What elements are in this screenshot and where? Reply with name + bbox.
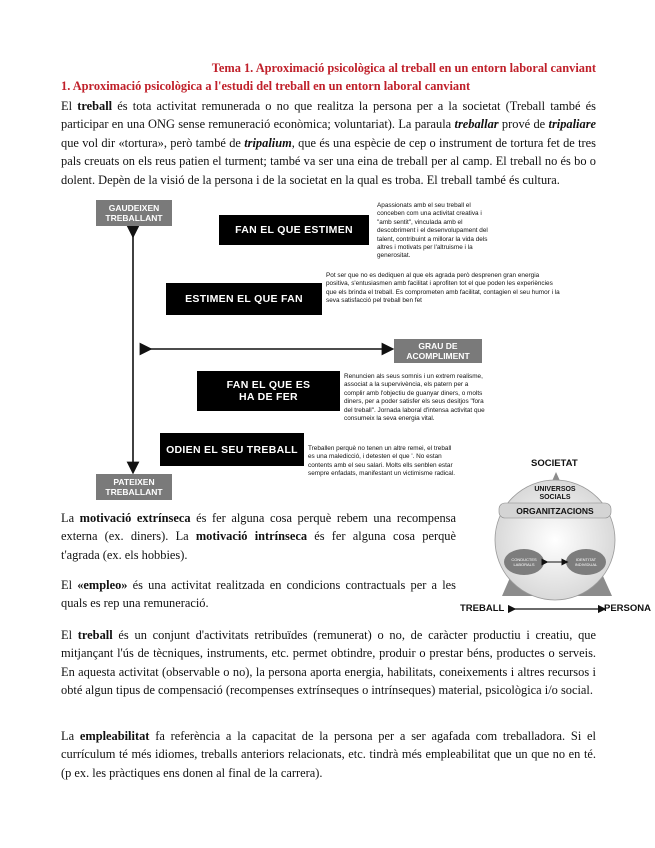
label-degree-of-fulfilment: GRAU DE ACOMPLIMENT (394, 339, 482, 363)
label-work-behaviours: CONDUCTES LABORALS (511, 557, 537, 567)
box-do-what-they-must: FAN EL QUE ES HA DE FER (197, 371, 340, 411)
label-society: SOCIETAT (531, 458, 578, 469)
desc-do-what-they-must: Renuncien als seus somnis i un extrem realisme, associat a la supervivència, els patern per a complir amb l'objectiu de guanyar diners, o molts diners, per a poder satisfer els seus desitjos "fora del treball". Jornada laboral d'intensa activitat que consumeix la seva energia vital. (344, 373, 485, 423)
employment-paragraph: El «empleo» és una activitat realitzada en condicions contractuals per a les quals es rep una remuneració. (61, 578, 456, 611)
section-title: 1. Aproximació psicològica a l'estudi del treball en un entorn laboral canviant (61, 79, 471, 93)
employability-paragraph: La empleabilitat fa referència a la capacitat de la persona per a ser agafada com treballadora. Si el currículum té més idiomes, treballs anteriors relacionats, etc. tindrà més empleabilitat que un que no en té. (p ex. les pràctiques ens donen al final de la carrera). (61, 729, 596, 780)
desc-do-what-they-love: Apassionats amb el seu treball el conceben com una activitat creativa i "amb sentit", vinculada amb el descobriment i el desenvolupament del talent, contribuint a millorar la vida dels altres i motivats per l'altruisme i la generositat. (377, 202, 488, 260)
desc-hate-their-work: Treballen perquè no tenen un altre remei, el treball es una maledicció, i detesten el que '. No estan contents amb el seu salari. Molts ells senblen estar sempre enfadats, manifestant un victimisme radical. (308, 445, 456, 478)
chapter-title: Tema 1. Aproximació psicològica al treball en un entorn laboral canviant (211, 61, 596, 75)
label-enjoy-working: GAUDEIXEN TREBALLANT (96, 200, 172, 226)
intro-paragraph: El treball és tota activitat remunerada o no que realitza la persona per a la societat (Treball també és participar en una ONG sense remuneració econòmica; voluntariat). La paraula treballar prové de tripaliare que vol dir «tortura», però també de tripalium, que és una espècie de cep o instrument de tortura fet de tres pals creuats on els reus patien el turment; també va ser una eina de treball per al camp. El treball no és bo o dolent. Depèn de la visió de la persona i de la societat en la qual es troba. El treball també és cultura. (61, 99, 597, 187)
box-hate-their-work: ODIEN EL SEU TREBALL (160, 433, 304, 466)
label-individual-identity: IDENTITAT INDIVIDUAL (574, 557, 598, 567)
desc-love-what-they-do: Pot ser que no es dediquen al que els agrada però desprenen gran energia positiva, s'entusiasmen amb facilitat i aprofiten tot el que poden les experiències que els brinda el treball. Es comprometen amb facilitat, contagien el seu humor i la seva satisfacció pel treball ben fet (326, 272, 560, 305)
label-organizations: ORGANITZACIONS (516, 506, 594, 516)
label-social-universes: UNIVERSOS SOCIALS (534, 486, 576, 501)
box-love-what-they-do: ESTIMEN EL QUE FAN (166, 283, 322, 315)
box-do-what-they-love: FAN EL QUE ESTIMEN (219, 215, 369, 245)
work-definition-paragraph: El treball és un conjunt d'activitats retribuïdes (remunerat) o no, de caràcter productiu i creatiu, que mitjançant l'ús de tècniques, instruments, etc. permet obtindre, produir o prestar béns, productes o serveis. En aquesta activitat (observable o no), la persona aporta energia, habilitats, coneixements i altres recursos i obté algun tipus de compensació (recompenses extrínseques o intrínseques) material, psicològica i/o social. (61, 628, 597, 698)
label-person: PERSONA (604, 603, 651, 614)
motivation-paragraph: La motivació extrínseca és fer alguna cosa perquè rebem una recompensa externa (ex. diners). La motivació intrínseca és fer alguna cosa perquè t'agrada (ex. els hobbies). (61, 511, 456, 562)
label-suffer-working: PATEIXEN TREBALLANT (96, 474, 172, 500)
label-work: TREBALL (460, 603, 505, 614)
